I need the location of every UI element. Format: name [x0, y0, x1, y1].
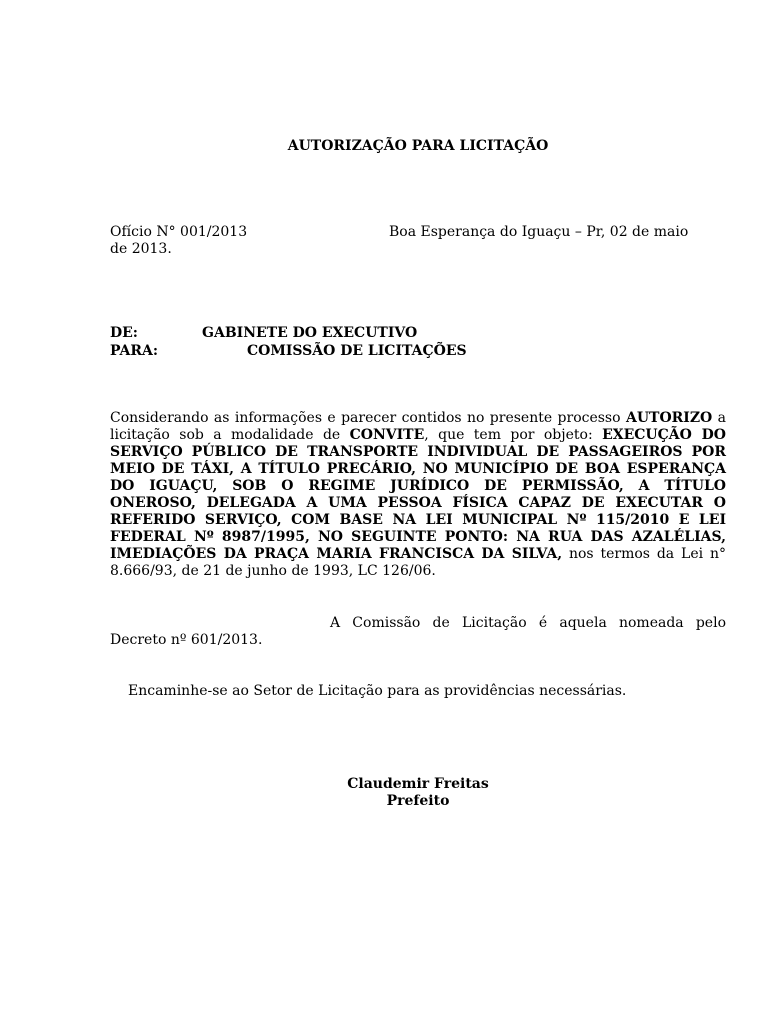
oficio-date: Boa Esperança do Iguaçu – Pr, 02 de maio: [389, 224, 689, 240]
signer-role: Prefeito: [386, 793, 450, 809]
from-value: GABINETE DO EXECUTIVO: [202, 325, 418, 341]
commission-text: A Comissão de Licitação é aquela nomeada pelo Decreto nº 601/2013.: [110, 615, 726, 648]
forwarding-paragraph: Encaminhe-se ao Setor de Licitação para as providências necessárias.: [128, 683, 627, 699]
body-convite: CONVITE: [349, 427, 425, 443]
body-middle: a licitação sob a modalidade de: [110, 410, 726, 443]
body-autorizo: AUTORIZO: [625, 410, 713, 426]
body-objeto: EXECUÇÃO DO SERVIÇO PÚBLICO DE TRANSPORTE INDIVIDUAL DE PASSAGEIROS POR MEIO DE TÁXI, A TÍTULO PRECÁRIO, NO MUNICÍPIO DE BOA ESPERANÇA DO IGUAÇU, SOB O REGIME JURÍDICO DE PERMISSÃO, A TÍTULO ONEROSO, DELEGADA A UMA PESSOA FÍSICA CAPAZ DE EXECUTAR O REFERIDO SERVIÇO, COM BASE NA LEI MUNICIPAL Nº 115/2010 E LEI FEDERAL Nº 8987/1995, NO SEGUINTE PONTO: NA RUA DAS AZALÉLIAS, IMEDIAÇÕES DA PRAÇA MARIA FRANCISCA DA SILVA,: [110, 427, 727, 562]
to-label: PARA:: [110, 343, 159, 359]
document-title: AUTORIZAÇÃO PARA LICITAÇÃO: [287, 138, 549, 154]
signature-block: [110, 776, 726, 810]
from-line: [110, 325, 417, 341]
to-line: [110, 343, 467, 359]
from-label: DE:: [110, 325, 138, 341]
commission-paragraph: [110, 615, 726, 649]
oficio-number: Ofício N° 001/2013: [110, 224, 248, 240]
oficio-header: [110, 224, 726, 258]
body-objeto-intro: , que tem por objeto:: [424, 427, 603, 443]
body-termos: nos termos da Lei n° 8.666/93, de 21 de junho de 1993, LC 126/06.: [110, 546, 727, 579]
authorization-paragraph: [110, 410, 726, 580]
body-intro: Considerando as informações e parecer contidos no presente processo: [110, 410, 626, 426]
signer-name: Claudemir Freitas: [347, 776, 489, 792]
oficio-date-continued: de 2013.: [110, 241, 172, 257]
to-value: COMISSÃO DE LICITAÇÕES: [247, 343, 467, 359]
